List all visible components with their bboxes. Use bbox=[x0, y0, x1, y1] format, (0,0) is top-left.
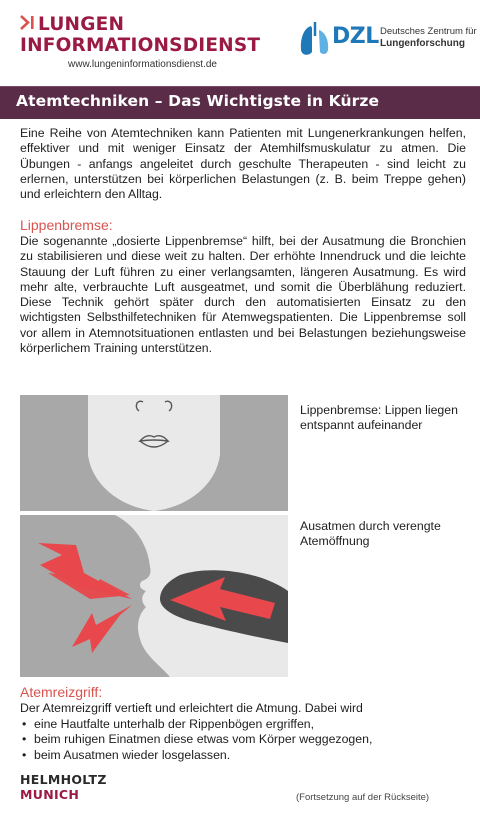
exhale-illustration bbox=[20, 515, 288, 677]
lippenbremse-paragraph: Die sogenannte „dosierte Lippenbremse“ hilft, bei der Ausatmung die Bronchien zu stabilisieren und diese weit zu halten. Der erhöhte Innendruck und die leichte Stauung der Luft führen zu einer verlangsamten, längeren Ausatmung. Es wird mehr alte, verbrauchte Luft ausgeatmet, und somit die Überblähung reduziert. Diese Technik gehört später durch den automatisierten Einsatz zu den wichtigsten Selbsthilfetechniken für Atemwegspatienten. Die Lippenbremse soll vor allem in Atemnotsituationen entlasten und bei Belastungen beziehungsweise körperlichem Training unterstützen. bbox=[20, 234, 466, 356]
atemreizgriff-steps bbox=[22, 717, 462, 763]
lung-icon bbox=[298, 22, 332, 58]
figure-caption-2: Ausatmen durch verengte Atemöffnung bbox=[300, 519, 441, 549]
hm-logo-line2: MUNICH bbox=[20, 787, 80, 802]
continuation-note: (Fortsetzung auf der Rückseite) bbox=[296, 792, 430, 803]
dzl-name: Deutsches Zentrum für Lungenforschung bbox=[380, 26, 477, 49]
list-item: • beim ruhigen Einatmen diese etwas vom Körper weggezogen, bbox=[22, 732, 462, 747]
lungeninformationsdienst-logo[interactable] bbox=[20, 14, 260, 70]
dzl-logo[interactable] bbox=[298, 22, 477, 62]
dzl-abbr: DZL bbox=[332, 24, 379, 49]
hm-logo-line1: HELMHOLTZ bbox=[20, 772, 107, 787]
list-item: • eine Hautfalte unterhalb der Rippenbögen ergriffen, bbox=[22, 717, 462, 732]
figure-caption-1: Lippenbremse: Lippen liegen entspannt aufeinander bbox=[300, 403, 458, 433]
logo-url[interactable]: www.lungeninformationsdienst.de bbox=[68, 59, 217, 70]
lips-relaxed-illustration bbox=[20, 395, 288, 511]
logo-line2: INFORMATIONSDIENST bbox=[20, 35, 261, 56]
atemreizgriff-paragraph: Der Atemreizgriff vertieft und erleichtert die Atmung. Dabei wird bbox=[20, 701, 363, 715]
helmholtz-munich-logo[interactable] bbox=[20, 772, 107, 802]
intro-paragraph: Eine Reihe von Atemtechniken kann Patienten mit Lungenerkrankungen helfen, effektiver und mit weniger Einsatz der Atemhilfsmuskulatur zu atmen. Die Übungen - anfangs angeleitet durch geschulte Therapeuten - sind leicht zu erlernen, unterstützen bei körperlichen Belastungen (z. B. beim Treppe gehen) und erleichtern den Alltag. bbox=[20, 126, 466, 202]
lippenbremse-heading: Lippenbremse: bbox=[20, 217, 113, 233]
title-bar bbox=[0, 86, 480, 119]
page-title: Atemtechniken – Das Wichtigste in Kürze bbox=[16, 92, 380, 110]
header bbox=[0, 0, 480, 84]
face-front-icon bbox=[20, 395, 288, 511]
logo-line1: LUNGEN bbox=[38, 14, 125, 35]
list-item: • beim Ausatmen wieder losgelassen. bbox=[22, 748, 462, 763]
face-profile-icon bbox=[20, 515, 288, 677]
atemreizgriff-heading: Atemreizgriff: bbox=[20, 684, 103, 700]
logo-arrow-icon bbox=[20, 14, 38, 35]
